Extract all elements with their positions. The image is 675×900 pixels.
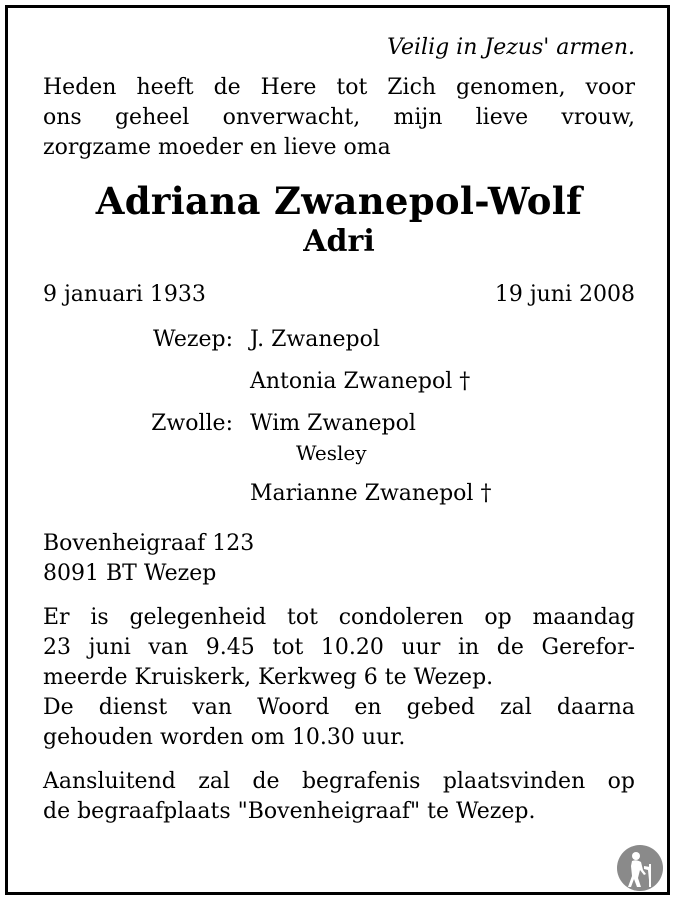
- family-place: [43, 479, 250, 509]
- condolence-line: 23 juni van 9.45 tot 10.20 uur in de Gerefor-: [43, 635, 635, 660]
- deceased-name: Adriana Zwanepol-Wolf: [95, 179, 583, 223]
- birth-date: 9 januari 1933: [43, 282, 206, 307]
- family-name: Wim Zwanepol: [250, 411, 416, 436]
- motto: Veilig in Jezus' armen.: [387, 35, 635, 60]
- family-place: [43, 367, 250, 397]
- family-name: Marianne Zwanepol †: [250, 481, 492, 506]
- burial-line: de begraafplaats "Bovenheigraaf" te Wezep.: [43, 799, 536, 824]
- intro-line: Heden heeft de Here tot Zich genomen, voor: [43, 75, 635, 100]
- obituary-announcement: [43, 33, 635, 827]
- condolence-text: [43, 603, 635, 753]
- family-row: [43, 409, 635, 439]
- condolence-line: Er is gelegenheid tot condoleren op maandag: [43, 605, 635, 630]
- burial-text: [43, 767, 635, 827]
- condolence-line: gehouden worden om 10.30 uur.: [43, 725, 406, 750]
- address-street: Bovenheigraaf 123: [43, 531, 255, 556]
- address-postal: 8091 BT Wezep: [43, 561, 217, 586]
- condolence-line: meerde Kruiskerk, Kerkweg 6 te Wezep.: [43, 665, 494, 690]
- intro-line: zorgzame moeder en lieve oma: [43, 135, 391, 160]
- death-date: 19 juni 2008: [494, 282, 635, 307]
- family-name: Antonia Zwanepol †: [250, 369, 471, 394]
- family-place: Zwolle:: [151, 411, 233, 436]
- family-place: Wezep:: [153, 327, 233, 352]
- family-row: [43, 325, 635, 355]
- intro-line: ons geheel onverwacht, mijn lieve vrouw,: [43, 105, 635, 130]
- life-dates: [43, 280, 635, 310]
- deceased-nickname: Adri: [303, 224, 375, 259]
- family-row: [43, 367, 635, 397]
- family-name: J. Zwanepol: [250, 327, 380, 352]
- family-row: [43, 479, 635, 509]
- family-list: [43, 325, 635, 509]
- burial-line: Aansluitend zal de begrafenis plaatsvinden op: [43, 769, 635, 794]
- address: [43, 529, 635, 589]
- condolence-line: De dienst van Woord en gebed zal daarna: [43, 695, 635, 720]
- intro-text: [43, 73, 635, 163]
- mourning-figure-icon: [616, 844, 664, 892]
- family-grandchild: Wesley: [296, 441, 367, 465]
